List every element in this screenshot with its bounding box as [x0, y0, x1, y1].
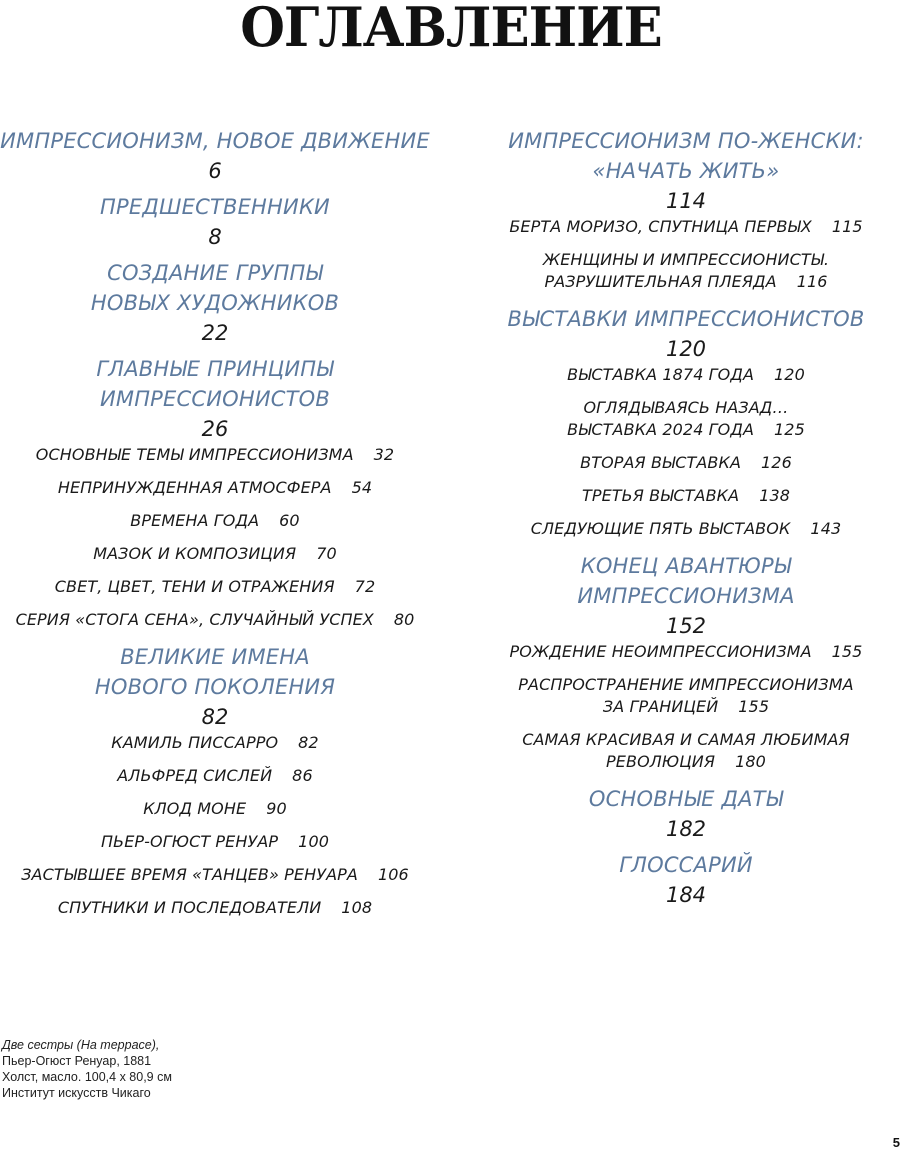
section-title-line[interactable]: СОЗДАНИЕ ГРУППЫ	[107, 261, 323, 285]
subsection-page-number: 32	[373, 445, 395, 464]
subsection-page-number: 143	[810, 519, 842, 538]
subsection-title-text: ЖЕНЩИНЫ И ИМПРЕССИОНИСТЫ.	[542, 250, 830, 269]
subsection-page-number: 70	[316, 544, 337, 563]
subsection-title-line	[470, 364, 902, 386]
subsection-title-text: СЕРИЯ «СТОГА СЕНА», СЛУЧАЙНЫЙ УСПЕХ	[15, 610, 374, 629]
subsection-title-line	[0, 510, 430, 532]
subsection-page-number: 100	[298, 832, 330, 851]
subsection-entry[interactable]	[470, 364, 902, 386]
toc-right-column	[470, 126, 902, 916]
page-number: 5	[892, 1135, 900, 1150]
toc-section	[470, 784, 902, 844]
subsection-entry[interactable]	[470, 452, 902, 474]
subsection-title-text: СЛЕДУЮЩИЕ ПЯТЬ ВЫСТАВОК	[530, 519, 791, 538]
subsection-entry[interactable]	[470, 518, 902, 540]
section-page-number: 152	[665, 614, 707, 638]
subsection-title-line	[0, 864, 430, 886]
subsection-entry[interactable]	[0, 609, 430, 631]
subsection-title-line	[0, 732, 430, 754]
section-page-number: 26	[201, 417, 229, 441]
subsection-entry[interactable]	[0, 765, 430, 787]
subsection-entry[interactable]	[470, 216, 902, 238]
section-title-line[interactable]: ГЛОССАРИЙ	[619, 853, 753, 877]
subsection-title-text: ВЫСТАВКА 1874 ГОДА	[567, 365, 755, 384]
caption-artist-year: Пьер-Огюст Ренуар, 1881	[2, 1054, 152, 1068]
section-title-line[interactable]: ИМПРЕССИОНИЗМ ПО-ЖЕНСКИ:	[508, 129, 864, 153]
subsection-entry[interactable]	[470, 674, 902, 718]
subsection-title-text: КАМИЛЬ ПИССАРРО	[111, 733, 279, 752]
subsection-page-number: 180	[735, 752, 766, 771]
subsection-title-text: ЗА ГРАНИЦЕЙ	[602, 697, 719, 716]
subsection-title-line	[470, 751, 902, 773]
subsection-entry[interactable]	[0, 864, 430, 886]
subsection-title-text: КЛОД МОНЕ	[143, 799, 247, 818]
toc-section	[470, 304, 902, 540]
subsection-page-number: 106	[377, 865, 409, 884]
section-page-number: 114	[665, 189, 707, 213]
subsection-title-line	[470, 518, 902, 540]
subsection-title-line	[0, 609, 430, 631]
subsection-entry[interactable]	[0, 831, 430, 853]
toc-section	[0, 192, 430, 252]
section-page-number: 182	[665, 817, 707, 841]
subsection-entry[interactable]	[470, 641, 902, 663]
subsection-title-text: РАСПРОСТРАНЕНИЕ ИМПРЕССИОНИЗМА	[518, 675, 854, 694]
subsection-entry[interactable]	[470, 397, 902, 441]
subsection-page-number: 116	[796, 272, 828, 291]
section-title-line[interactable]: ВЕЛИКИЕ ИМЕНА	[120, 645, 310, 669]
subsection-entry[interactable]	[0, 732, 430, 754]
section-page-number: 8	[208, 225, 222, 249]
section-page-number: 184	[665, 883, 707, 907]
subsection-title-line	[470, 696, 902, 718]
section-title-line[interactable]: НОВОГО ПОКОЛЕНИЯ	[94, 675, 336, 699]
subsection-page-number: 60	[279, 511, 300, 530]
section-page-number: 22	[201, 321, 229, 345]
subsection-title-text: САМАЯ КРАСИВАЯ И САМАЯ ЛЮБИМАЯ	[522, 730, 850, 749]
section-title-line[interactable]: ИМПРЕССИОНИСТОВ	[99, 387, 331, 411]
subsection-page-number: 120	[774, 365, 805, 384]
section-page-number: 82	[201, 705, 229, 729]
subsection-title-line	[0, 576, 430, 598]
subsection-title-line	[470, 674, 902, 696]
subsection-page-number: 82	[298, 733, 319, 752]
section-title-line[interactable]: ОСНОВНЫЕ ДАТЫ	[588, 787, 784, 811]
subsection-title-text: ТРЕТЬЯ ВЫСТАВКА	[581, 486, 740, 505]
subsection-page-number: 80	[393, 610, 415, 629]
subsection-title-line	[470, 641, 902, 663]
subsection-title-line	[0, 543, 430, 565]
toc-section	[0, 642, 430, 919]
subsection-page-number: 155	[738, 697, 770, 716]
image-caption	[2, 1037, 172, 1101]
page-title: ОГЛАВЛЕНИЕ	[240, 0, 662, 59]
subsection-title-line	[470, 397, 902, 419]
subsection-page-number: 108	[341, 898, 373, 917]
subsection-entry[interactable]	[0, 897, 430, 919]
subsection-entry[interactable]	[470, 249, 902, 293]
subsection-title-text: НЕПРИНУЖДЕННАЯ АТМОСФЕРА	[57, 478, 332, 497]
subsection-page-number: 155	[831, 642, 863, 661]
subsection-title-line	[470, 249, 902, 271]
subsection-page-number: 54	[351, 478, 373, 497]
toc-section	[470, 551, 902, 773]
subsection-title-line	[0, 798, 430, 820]
section-page-number: 6	[208, 159, 222, 183]
section-page-number: 120	[665, 337, 707, 361]
subsection-title-text: ЗАСТЫВШЕЕ ВРЕМЯ «ТАНЦЕВ» РЕНУАРА	[21, 865, 358, 884]
subsection-entry[interactable]	[0, 798, 430, 820]
subsection-entry[interactable]	[0, 444, 430, 466]
subsection-title-line	[0, 897, 430, 919]
subsection-title-text: РОЖДЕНИЕ НЕОИМПРЕССИОНИЗМА	[509, 642, 812, 661]
subsection-title-line	[0, 831, 430, 853]
subsection-title-text: РЕВОЛЮЦИЯ	[606, 752, 716, 771]
subsection-page-number: 126	[761, 453, 792, 472]
subsection-entry[interactable]	[470, 729, 902, 773]
subsection-title-text: ВТОРАЯ ВЫСТАВКА	[580, 453, 742, 472]
subsection-entry[interactable]	[470, 485, 902, 507]
toc-section	[470, 850, 902, 910]
subsection-title-line	[470, 271, 902, 293]
section-title-line[interactable]: ИМПРЕССИОНИЗМ, НОВОЕ ДВИЖЕНИЕ	[0, 129, 430, 153]
subsection-title-text: РАЗРУШИТЕЛЬНАЯ ПЛЕЯДА	[544, 272, 777, 291]
toc-section	[0, 126, 430, 186]
subsection-entry[interactable]	[0, 543, 430, 565]
toc-left-column	[0, 126, 430, 930]
toc-section	[470, 126, 902, 293]
section-title-line[interactable]: ВЫСТАВКИ ИМПРЕССИОНИСТОВ	[507, 307, 865, 331]
section-title-line[interactable]: ИМПРЕССИОНИЗМА	[577, 584, 795, 608]
subsection-title-text: МАЗОК И КОМПОЗИЦИЯ	[93, 544, 297, 563]
section-title-line[interactable]: ПРЕДШЕСТВЕННИКИ	[100, 195, 330, 219]
section-title-line[interactable]: ГЛАВНЫЕ ПРИНЦИПЫ	[96, 357, 334, 381]
subsection-title-line	[0, 477, 430, 499]
subsection-title-text: ВРЕМЕНА ГОДА	[130, 511, 260, 530]
subsection-title-line	[0, 765, 430, 787]
subsection-page-number: 90	[266, 799, 287, 818]
subsection-page-number: 125	[774, 420, 805, 439]
subsection-title-line	[470, 419, 902, 441]
subsection-title-text: СПУТНИКИ И ПОСЛЕДОВАТЕЛИ	[57, 898, 322, 917]
toc-section	[0, 258, 430, 348]
subsection-title-line	[470, 485, 902, 507]
subsection-title-text: СВЕТ, ЦВЕТ, ТЕНИ И ОТРАЖЕНИЯ	[54, 577, 335, 596]
toc-section	[0, 354, 430, 631]
subsection-title-text: ОГЛЯДЫВАЯСЬ НАЗАД…	[583, 398, 789, 417]
subsection-title-line	[470, 452, 902, 474]
caption-painting-title: Две сестры (На террасе),	[2, 1038, 160, 1052]
subsection-title-line	[470, 216, 902, 238]
subsection-title-text: ВЫСТАВКА 2024 ГОДА	[567, 420, 755, 439]
subsection-title-text: АЛЬФРЕД СИСЛЕЙ	[117, 766, 273, 785]
subsection-entry[interactable]	[0, 477, 430, 499]
subsection-title-text: БЕРТА МОРИЗО, СПУТНИЦА ПЕРВЫХ	[509, 217, 812, 236]
subsection-title-line	[0, 444, 430, 466]
subsection-entry[interactable]	[0, 510, 430, 532]
subsection-page-number: 72	[354, 577, 376, 596]
caption-location: Институт искусств Чикаго	[2, 1086, 151, 1100]
caption-medium: Холст, масло. 100,4 x 80,9 см	[2, 1070, 172, 1084]
subsection-page-number: 138	[759, 486, 791, 505]
subsection-title-line	[470, 729, 902, 751]
section-title-line[interactable]: «НАЧАТЬ ЖИТЬ»	[592, 159, 780, 183]
subsection-page-number: 86	[292, 766, 313, 785]
section-title-line[interactable]: НОВЫХ ХУДОЖНИКОВ	[90, 291, 340, 315]
subsection-page-number: 115	[831, 217, 863, 236]
subsection-title-text: ПЬЕР-ОГЮСТ РЕНУАР	[100, 832, 279, 851]
subsection-entry[interactable]	[0, 576, 430, 598]
subsection-title-text: ОСНОВНЫЕ ТЕМЫ ИМПРЕССИОНИЗМА	[35, 445, 354, 464]
section-title-line[interactable]: КОНЕЦ АВАНТЮРЫ	[580, 554, 792, 578]
